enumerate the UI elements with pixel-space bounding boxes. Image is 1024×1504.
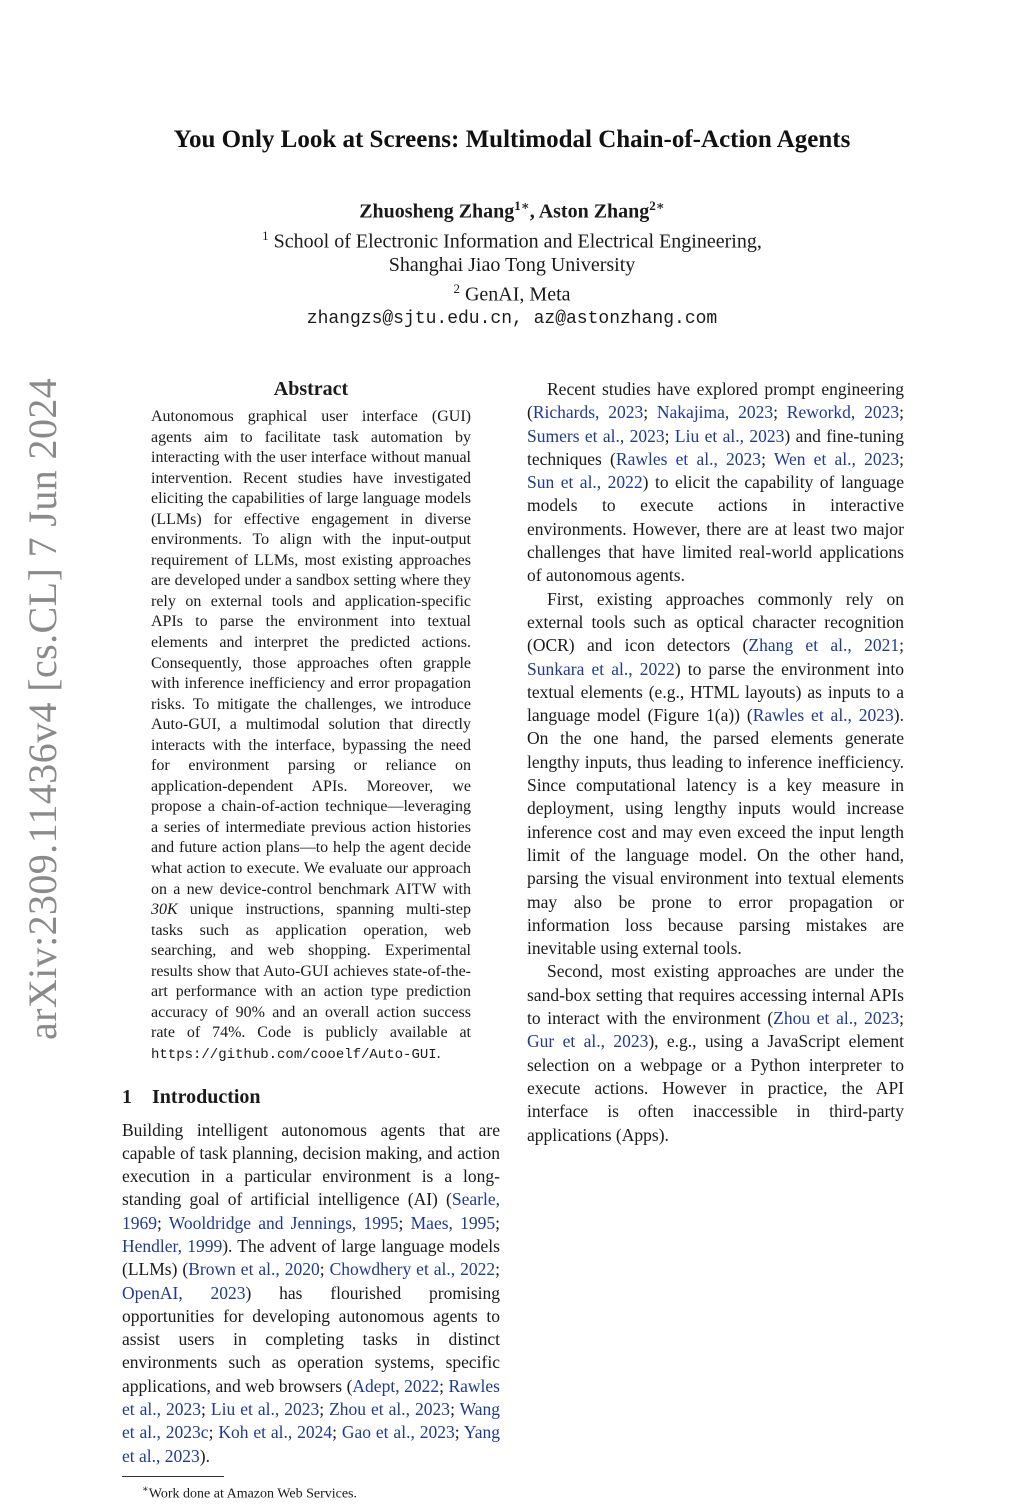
citation-link[interactable]: Rawles et al., 2023 xyxy=(752,705,894,726)
citation-link[interactable]: Wang et al., 2023c xyxy=(122,1399,501,1443)
affiliation-2: $^2$ GenAI, Meta xyxy=(453,281,571,306)
citation-link[interactable]: Zhou et al., 2023 xyxy=(329,1399,451,1420)
citation-link[interactable]: Searle, 1969 xyxy=(122,1189,500,1233)
citation-link[interactable]: Wooldridge and Jennings, 1995 xyxy=(168,1212,399,1233)
citation-link[interactable]: Brown et al., 2020 xyxy=(188,1259,320,1280)
author-name: Zhuosheng Zhang xyxy=(359,200,515,223)
citation-link[interactable]: Gur et al., 2023 xyxy=(527,1031,649,1052)
affiliation-1-university: Shanghai Jiao Tong University xyxy=(388,254,636,277)
abstract-text: Autonomous graphical user interface (GUI) agents aim to facilitate task automation by interacting with the user interface without manual intervention. Recent studies have investigated eliciting the capabilities of large language models (LLMs) for effective engagement in diverse environments. To align with the input-output requirement of LLMs, most existing approaches are developed under a sandbox setting where they rely on external tools and application-specific APIs to parse the environment into textual elements and interpret the predicted actions. Consequently, those approaches often grapple with inference inefficiency and error propagation risks. To mitigate the challenges, we introduce Auto-GUI, a multimodal solution that directly interacts with the interface, bypassing the need for environment parsing or reliance on application-dependent APIs. Moreover, we propose a chain-of-action technique—leveraging a series of intermediate previous action histories and future action plans—to help the agent decide what action to execute. We evaluate our approach on a new device-control benchmark AITW with 30K unique instructions, spanning multi-step tasks such as application operation, web searching, and web shopping. Experimental results show that Auto-GUI achieves state-of-the-art performance with an action type prediction accuracy of 90% and an overall action success rate of 74%. Code is publicly available at https://github.com/cooelf/Auto-GUI. xyxy=(151,408,472,1063)
citation-link[interactable]: Rawles et al., 2023 xyxy=(615,448,762,469)
author-affiliation-mark: 1∗ xyxy=(514,198,530,213)
citation-link[interactable]: Zhang et al., 2021 xyxy=(748,635,900,656)
left-column xyxy=(122,378,500,1504)
citation-link[interactable]: Sun et al., 2022 xyxy=(527,472,643,493)
intro-paragraph-1: Building intelligent autonomous agents that are capable of task planning, decision making, and action execution in a particular environment is a long-standing goal of artificial intelligence (AI) (Searle, 1969; Wooldridge and Jennings, 1995; Maes, 1995; Hendler, 1999). The advent of large language models (LLMs) (Brown et al., 2020; Chowdhery et al., 2022; OpenAI, 2023) has flourished promising opportunities for developing autonomous agents to assist users in completing tasks in distinct environments such as operation systems, specific applications, and web browsers (Adept, 2022; Rawles et al., 2023; Liu et al., 2023; Zhou et al., 2023; Wang et al., 2023c; Koh et al., 2024; Gao et al., 2023; Yang et al., 2023). xyxy=(122,1119,501,1466)
citation-link[interactable]: Zhou et al., 2023 xyxy=(773,1008,900,1029)
arxiv-identifier-stamp: arXiv:2309.11436v4 [cs.CL] 7 Jun 2024 xyxy=(20,377,65,1040)
citation-link[interactable]: Maes, 1995 xyxy=(410,1212,496,1233)
section-heading-introduction: 1 Introduction xyxy=(122,1085,261,1108)
citation-link[interactable]: Sunkara et al., 2022 xyxy=(527,658,675,679)
abstract-heading: Abstract xyxy=(273,378,349,400)
citation-link[interactable]: Koh et al., 2024 xyxy=(218,1422,333,1443)
right-column xyxy=(527,378,904,1147)
author-names: Zhuosheng Zhang$^{1∗}$, Aston Zhang$^{2∗}$ xyxy=(359,198,665,223)
citation-link[interactable]: Reworkd, 2023 xyxy=(786,402,900,423)
intro-paragraph-4: Second, most existing approaches are under the sand-box setting that requires accessing internal APIs to interact with the environment (Zhou et al., 2023; Gur et al., 2023), e.g., using a JavaScript element selection on a webpage or a Python interpreter to execute actions. However in practice, the API interface is often inaccessible in third-party applications (Apps). xyxy=(527,961,904,1145)
citation-link[interactable]: Chowdhery et al., 2022 xyxy=(329,1259,496,1280)
author-block xyxy=(0,194,1024,331)
author-emails: zhangzs@sjtu.edu.cn, az@astonzhang.com xyxy=(306,308,718,329)
intro-paragraph-2: Recent studies have explored prompt engineering (Richards, 2023; Nakajima, 2023; Reworkd, 2023; Sumers et al., 2023; Liu et al., 2023) and fine-tuning techniques (Rawles et al., 2023; Wen et al., 2023; Sun et al., 2022) to elicit the capability of language models to execute actions in interactive environments. However, there are at least two major challenges that have limited real-world applications of autonomous agents. xyxy=(527,379,905,586)
citation-link[interactable]: Hendler, 1999 xyxy=(122,1235,223,1256)
citation-link[interactable]: Adept, 2022 xyxy=(352,1375,440,1396)
author-name: Aston Zhang xyxy=(538,200,650,223)
author-affiliation-mark: 2∗ xyxy=(649,198,665,213)
intro-paragraph-3: First, existing approaches commonly rely on external tools such as optical character recognition (OCR) and icon detectors (Zhang et al., 2021; Sunkara et al., 2022) to parse the environment into textual elements (e.g., HTML layouts) as inputs to a language model (Figure 1(a)) (Rawles et al., 2023). On the one hand, the parsed elements generate lengthy inputs, thus leading to inference inefficiency. Since computational latency is a key measure in deployment, using lengthy inputs would increase inference cost and may even exceed the input length limit of the language model. On the other hand, parsing the visual environment into textual elements may also be prone to error propagation or information loss because parsing mistakes are inevitable using external tools. xyxy=(527,588,904,959)
affiliation-1: $^1$ School of Electronic Information and Electrical Engineering, xyxy=(262,227,762,253)
citation-link[interactable]: Nakajima, 2023 xyxy=(656,402,774,423)
citation-link[interactable]: Gao et al., 2023 xyxy=(341,1422,455,1443)
citation-link[interactable]: Liu et al., 2023 xyxy=(210,1399,320,1420)
math-30k: 30K xyxy=(151,901,178,919)
citation-link[interactable]: Richards, 2023 xyxy=(532,402,644,423)
footnote: ∗Work done at Amazon Web Services. xyxy=(142,1483,358,1502)
code-link[interactable]: https://github.com/cooelf/Auto-GUI xyxy=(151,1046,437,1063)
citation-link[interactable]: Sumers et al., 2023 xyxy=(527,425,665,446)
citation-link[interactable]: Liu et al., 2023 xyxy=(674,425,785,446)
citation-link[interactable]: Wen et al., 2023 xyxy=(773,448,900,469)
paper-title: You Only Look at Screens: Multimodal Chain-of-Action Agents xyxy=(173,126,851,153)
citation-link[interactable]: OpenAI, 2023 xyxy=(122,1282,246,1303)
footnote-divider xyxy=(122,1476,224,1477)
citation-link[interactable]: Rawles et al., 2023 xyxy=(122,1375,500,1420)
citation-link[interactable]: Yang et al., 2023 xyxy=(122,1422,500,1466)
